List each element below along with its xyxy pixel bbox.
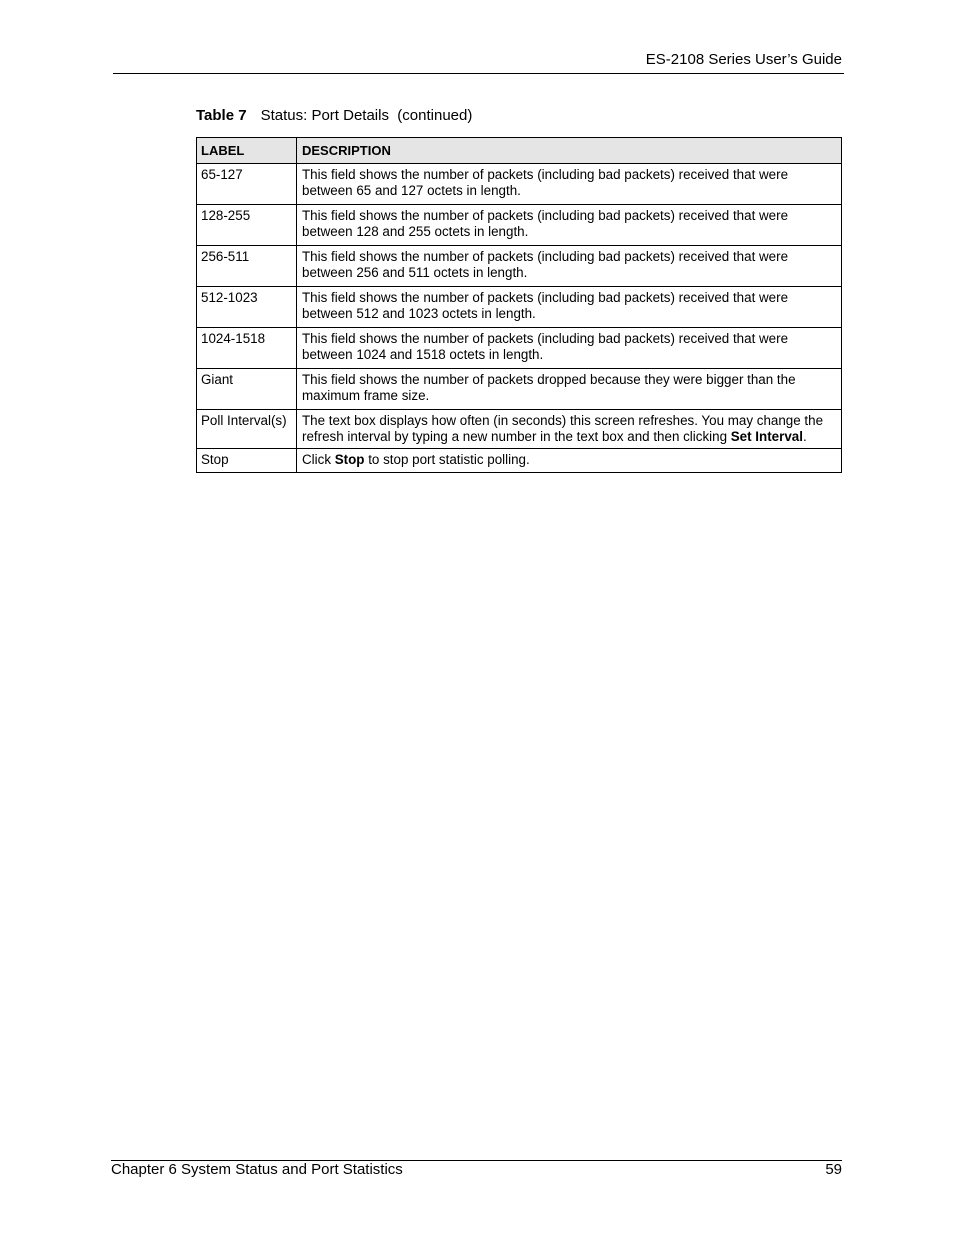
row-label: 256-511 [197,246,297,287]
row-label: Poll Interval(s) [197,410,297,449]
footer-chapter-title: Chapter 6 System Status and Port Statistics [111,1161,403,1178]
row-label: Giant [197,369,297,410]
row-description-suffix: . [802,428,807,444]
table-caption [196,107,472,124]
row-description: This field shows the number of packets dropped because they were bigger than the maximum frame size. [297,369,842,410]
running-header-title: ES-2108 Series User’s Guide [645,51,842,68]
row-description [297,410,842,449]
table-row [197,449,842,473]
table-row [197,164,842,205]
row-label: 65-127 [197,164,297,205]
row-label: 512-1023 [197,287,297,328]
table-row [197,287,842,328]
table-row [197,410,842,449]
port-details-table [196,137,842,473]
table-header-row [197,138,842,164]
footer-page-number: 59 [825,1161,842,1178]
column-header-description: DESCRIPTION [297,138,842,164]
row-description: This field shows the number of packets (including bad packets) received that were between 256 and 511 octets in length. [297,246,842,287]
row-label: 1024-1518 [197,328,297,369]
header-rule [113,73,844,74]
row-description-text: The text box displays how often (in seconds) this screen refreshes. You may change the refresh interval by typing a new number in the text box and then clicking [302,413,824,444]
set-interval-term: Set Interval [730,428,803,444]
row-description [297,449,842,473]
row-description-suffix: to stop port statistic polling. [364,452,530,467]
table-caption-label: Table 7 [196,107,247,124]
table-row [197,328,842,369]
column-header-label: LABEL [197,138,297,164]
row-description: This field shows the number of packets (including bad packets) received that were between 1024 and 1518 octets in length. [297,328,842,369]
table-row [197,369,842,410]
table-caption-text: Status: Port Details (continued) [260,107,473,124]
row-description: This field shows the number of packets (including bad packets) received that were between 512 and 1023 octets in length. [297,287,842,328]
row-description-text: Click [302,452,335,467]
stop-term: Stop [334,452,365,467]
row-description: This field shows the number of packets (including bad packets) received that were between 128 and 255 octets in length. [297,205,842,246]
table-row [197,205,842,246]
row-label: 128-255 [197,205,297,246]
table-row [197,246,842,287]
row-description: This field shows the number of packets (including bad packets) received that were between 65 and 127 octets in length. [297,164,842,205]
row-label: Stop [197,449,297,473]
